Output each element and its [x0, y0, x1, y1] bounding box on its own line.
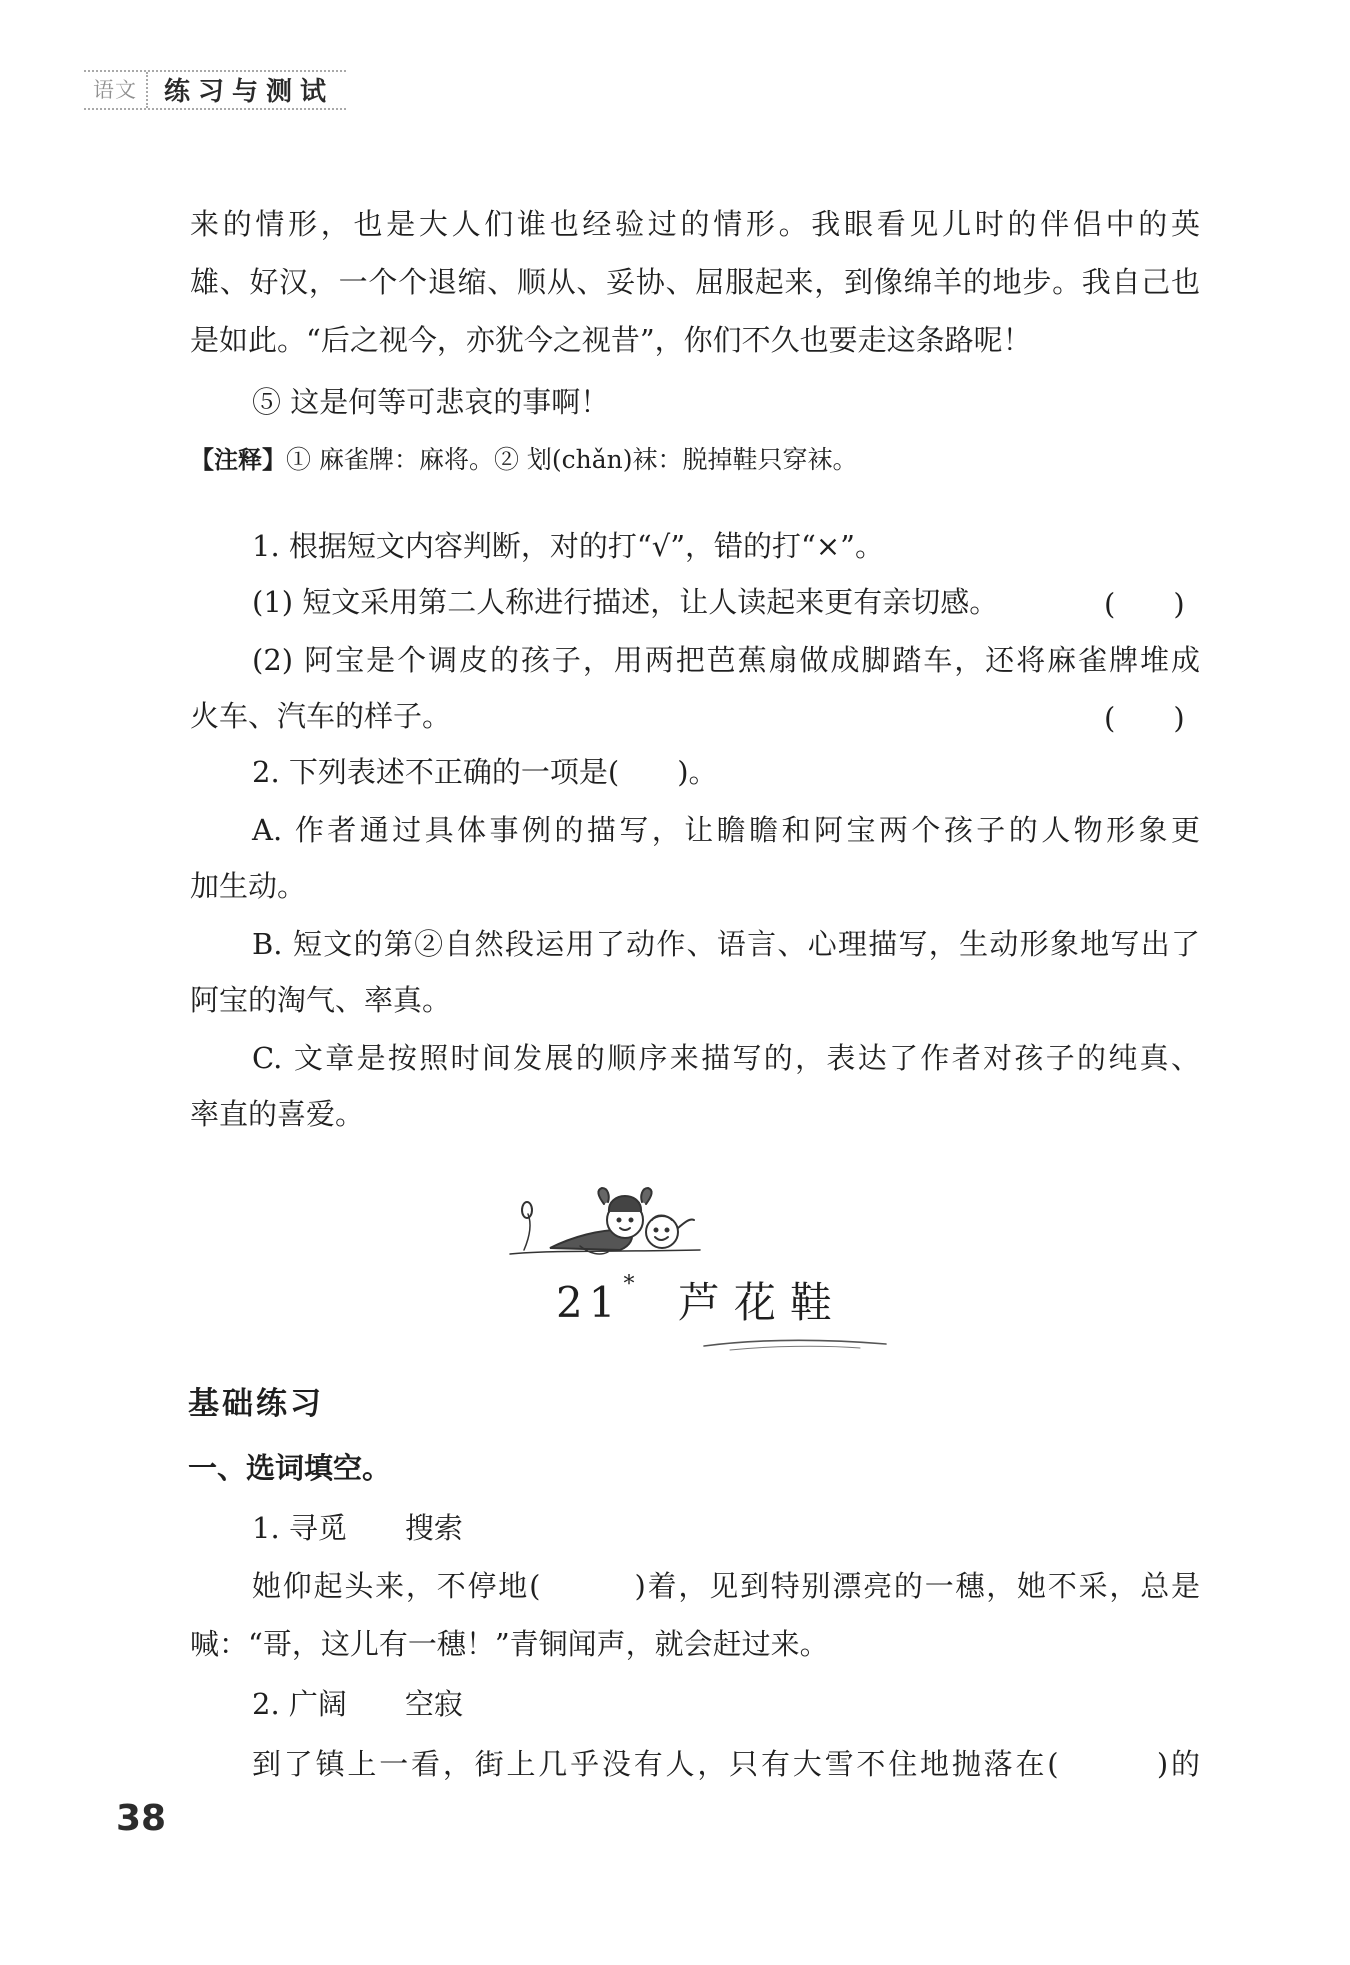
page-number: 38 [116, 1798, 167, 1839]
section-title: 基础练习 [188, 1386, 324, 1422]
option-b-cont: 阿宝的淘气、率真。 [190, 983, 452, 1017]
annotation-text: ① 麻雀牌：麻将。② 划(chǎn)袜：脱掉鞋只穿袜。 [286, 445, 858, 474]
question-1: 1. 根据短文内容判断，对的打“√”，错的打“×”。 [252, 529, 884, 563]
fill-blank-2: 到了镇上一看，街上几乎没有人，只有大雪不住地抛落在( )的 [252, 1747, 1200, 1781]
option-c-cont: 率直的喜爱。 [190, 1097, 365, 1131]
answer-bracket[interactable]: ( ) [1104, 701, 1185, 735]
option-a: A. 作者通过具体事例的描写，让瞻瞻和阿宝两个孩子的人物形象更 [252, 813, 1200, 847]
paragraph-5: ⑤ 这是何等可悲哀的事啊！ [252, 385, 610, 419]
option-a-cont: 加生动。 [190, 869, 307, 903]
question-1-2: (2) 阿宝是个调皮的孩子，用两把芭蕉扇做成脚踏车，还将麻雀牌堆成 [252, 643, 1200, 677]
lesson-name: 芦花鞋 [677, 1278, 846, 1327]
passage-line: 是如此。“后之视今，亦犹今之视昔”，你们不久也要走这条路呢！ [190, 323, 1032, 357]
lesson-number: 21 [556, 1278, 622, 1327]
question-1-2-cont: 火车、汽车的样子。 [190, 699, 452, 733]
question-1-1: (1) 短文采用第二人称进行描述，让人读起来更有亲切感。 [252, 585, 999, 619]
option-b: B. 短文的第②自然段运用了动作、语言、心理描写，生动形象地写出了 [252, 927, 1200, 961]
annotation [190, 440, 1200, 480]
page-header [84, 70, 346, 110]
lesson-title [556, 1270, 846, 1330]
book-title: 练习与测试 [164, 77, 335, 107]
passage-line: 雄、好汉，一个个退缩、顺从、妥协、屈服起来，到像绵羊的地步。我自己也 [190, 265, 1200, 299]
title-underline [700, 1334, 890, 1354]
option-c: C. 文章是按照时间发展的顺序来描写的，表达了作者对孩子的纯真、 [252, 1041, 1200, 1075]
children-illustration [490, 1180, 730, 1280]
part-1-title: 一、选词填空。 [188, 1451, 392, 1485]
question-2: 2. 下列表述不正确的一项是( )。 [252, 755, 718, 789]
answer-bracket[interactable]: ( ) [1104, 587, 1185, 621]
subject-label: 语文 [84, 72, 148, 108]
passage-line: 来的情形，也是大人们谁也经验过的情形。我眼看见儿时的伴侣中的英 [190, 207, 1200, 241]
fill-blank-1-cont: 喊：“哥，这儿有一穗！”青铜闻声，就会赶过来。 [190, 1627, 829, 1661]
word-choice-2: 2. 广阔 空寂 [252, 1687, 463, 1721]
fill-blank-1: 她仰起头来，不停地( )着，见到特别漂亮的一穗，她不采，总是 [252, 1569, 1200, 1603]
annotation-label: 【注释】 [190, 446, 286, 474]
word-choice-1: 1. 寻觅 搜索 [252, 1511, 463, 1545]
lesson-star: * [623, 1272, 641, 1297]
